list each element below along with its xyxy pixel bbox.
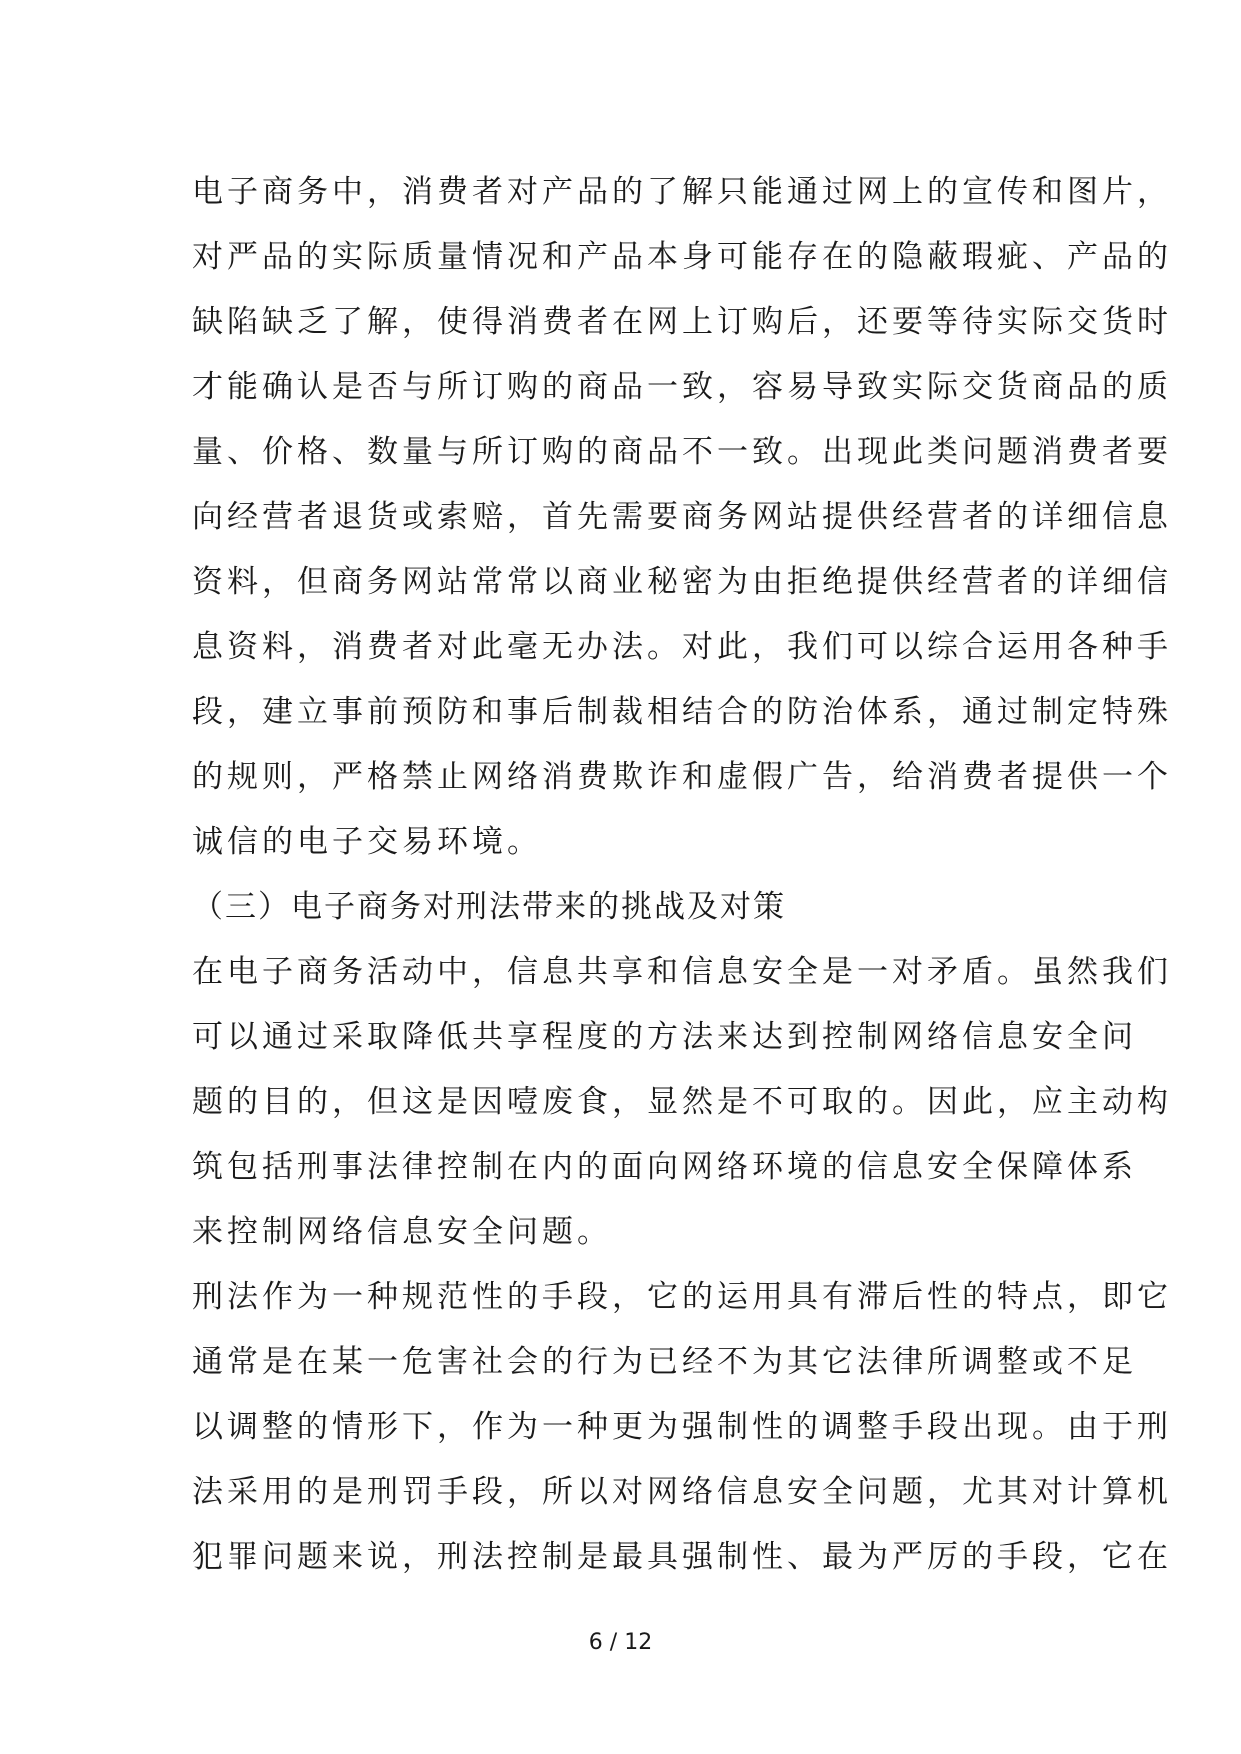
text-line: 来控制网络信息安全问题。 [192, 1214, 612, 1250]
text-line: 在电子商务活动中，信息共享和信息安全是一对矛盾。虽然我们 [192, 954, 1172, 990]
text-line: 可以通过采取降低共享程度的方法来达到控制网络信息安全问 [192, 1019, 1137, 1055]
page-number: 6 / 12 [588, 1630, 653, 1655]
text-line: 向经营者退货或索赔，首先需要商务网站提供经营者的详细信息 [192, 499, 1172, 535]
text-line: 犯罪问题来说，刑法控制是最具强制性、最为严厉的手段，它在 [192, 1539, 1172, 1575]
text-line: 题的目的，但这是因噎废食，显然是不可取的。因此，应主动构 [192, 1084, 1172, 1120]
section-heading: （三）电子商务对刑法带来的挑战及对策 [192, 889, 786, 925]
text-line: 通常是在某一危害社会的行为已经不为其它法律所调整或不足 [192, 1344, 1137, 1380]
body-text [192, 160, 1172, 1590]
text-line: 段，建立事前预防和事后制裁相结合的防治体系，通过制定特殊 [192, 694, 1172, 730]
text-line: 量、价格、数量与所订购的商品不一致。出现此类问题消费者要 [192, 434, 1172, 470]
text-line: 法采用的是刑罚手段，所以对网络信息安全问题，尤其对计算机 [192, 1474, 1172, 1510]
text-line: 诚信的电子交易环境。 [192, 824, 542, 860]
text-line: 资料，但商务网站常常以商业秘密为由拒绝提供经营者的详细信 [192, 564, 1172, 600]
text-line: 缺陷缺乏了解，使得消费者在网上订购后，还要等待实际交货时 [192, 304, 1172, 340]
text-line: 筑包括刑事法律控制在内的面向网络环境的信息安全保障体系 [192, 1149, 1137, 1185]
text-line: 以调整的情形下，作为一种更为强制性的调整手段出现。由于刑 [192, 1409, 1172, 1445]
text-line: 对严品的实际质量情况和产品本身可能存在的隐蔽瑕疵、产品的 [192, 239, 1172, 275]
text-line: 才能确认是否与所订购的商品一致，容易导致实际交货商品的质 [192, 369, 1172, 405]
text-line: 电子商务中，消费者对产品的了解只能通过网上的宣传和图片， [192, 174, 1172, 210]
text-line: 刑法作为一种规范性的手段，它的运用具有滞后性的特点，即它 [192, 1279, 1172, 1315]
text-line: 息资料，消费者对此毫无办法。对此，我们可以综合运用各种手 [192, 629, 1172, 665]
text-line: 的规则，严格禁止网络消费欺诈和虚假广告，给消费者提供一个 [192, 759, 1172, 795]
